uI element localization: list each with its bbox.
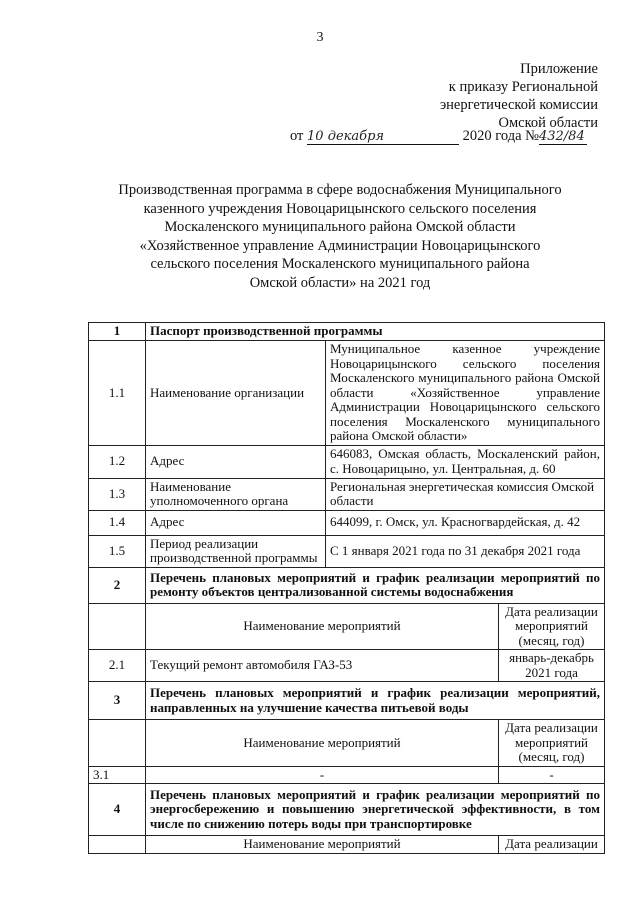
row-label: Адрес [146,445,326,478]
row-name: - [146,766,499,784]
order-line [290,128,587,145]
row-label: Наименование уполномоченного органа [146,478,326,510]
title-line: «Хозяйственное управление Администрации Новоцарицынского [139,237,541,254]
order-number-handwritten: 432/84 [539,129,587,145]
row-label: Адрес [146,510,326,535]
row-number: 3.1 [89,766,146,784]
section-1-row [89,323,605,341]
table-row [89,445,605,478]
table-row [89,478,605,510]
section-title: Перечень плановых мероприятий и график реализации мероприятий, направленных на улучшение качества питьевой воды [146,682,605,720]
row-number: 1.5 [89,535,146,567]
title-line: Производственная программа в сфере водоснабжения Муниципального [118,182,562,198]
header-name: Наименование мероприятий [146,836,499,854]
appendix-line: Приложение [520,61,598,77]
row-value: 646083, Омская область, Москаленский район, с. Новоцарицыно, ул. Центральная, д. 60 [326,445,605,478]
section-4-row [89,784,605,836]
row-value: С 1 января 2021 года по 31 декабря 2021 года [326,535,605,567]
row-number: 1.2 [89,445,146,478]
section-title: Перечень плановых мероприятий и график реализации мероприятий по энергосбережению и повышению энергетической эффективности, в том числе по снижению потерь воды при транспортировке [146,784,605,836]
row-date: - [499,766,605,784]
section-number: 4 [89,784,146,836]
page-number: 3 [316,30,324,45]
row-number: 1.4 [89,510,146,535]
header-date: Дата реализации мероприятий (месяц, год) [499,720,605,767]
row-label: Период реализации производственной программы [146,535,326,567]
header-name: Наименование мероприятий [146,720,499,767]
header-row [89,603,605,650]
appendix-line: Омской области [498,115,598,131]
row-value: 644099, г. Омск, ул. Красногвардейская, д. 42 [326,510,605,535]
table-row [89,341,605,446]
section-number: 3 [89,682,146,720]
order-date-handwritten: 10 декабря [307,129,459,145]
table-row [89,510,605,535]
title-line: казенного учреждения Новоцарицынского сельского поселения [143,200,537,217]
header-row [89,836,605,854]
production-program-table [88,322,605,854]
header-row [89,720,605,767]
row-date: январь-декабрь 2021 года [499,650,605,682]
section-title: Перечень плановых мероприятий и график реализации мероприятий по ремонту объектов централизованной системы водоснабжения [146,567,605,603]
section-title: Паспорт производственной программы [146,323,605,341]
table-row [89,535,605,567]
appendix-line: энергетической комиссии [439,97,598,113]
section-number: 2 [89,567,146,603]
title-line: сельского поселения Москаленского муниципального района [150,256,530,272]
section-number: 1 [89,323,146,341]
order-prefix: от [290,128,304,144]
header-date: Дата реализации мероприятий (месяц, год) [499,603,605,650]
title-line: Москаленского муниципального района Омской области [164,219,516,235]
table-row [89,650,605,682]
row-label: Наименование организации [146,341,326,446]
appendix-line: к приказу Региональной [448,79,598,95]
row-name: Текущий ремонт автомобиля ГАЗ-53 [146,650,499,682]
header-name: Наименование мероприятий [146,603,499,650]
row-value: Региональная энергетическая комиссия Омской области [326,478,605,510]
order-year: 2020 года № [462,128,539,144]
title-line: Омской области» на 2021 год [249,274,431,291]
row-number: 1.1 [89,341,146,446]
section-3-row [89,682,605,720]
document-title [90,181,590,292]
row-number: 1.3 [89,478,146,510]
row-number: 2.1 [89,650,146,682]
section-2-row [89,567,605,603]
row-value: Муниципальное казенное учреждение Новоцарицынского сельского поселения Москаленского муниципального района Омской области «Хозяйственное управление Администрации Новоцарицынского сельского поселения Москаленского муниципального района Омской области» [326,341,605,446]
table-row [89,766,605,784]
header-date: Дата реализации [499,836,605,854]
appendix-block [440,60,598,132]
